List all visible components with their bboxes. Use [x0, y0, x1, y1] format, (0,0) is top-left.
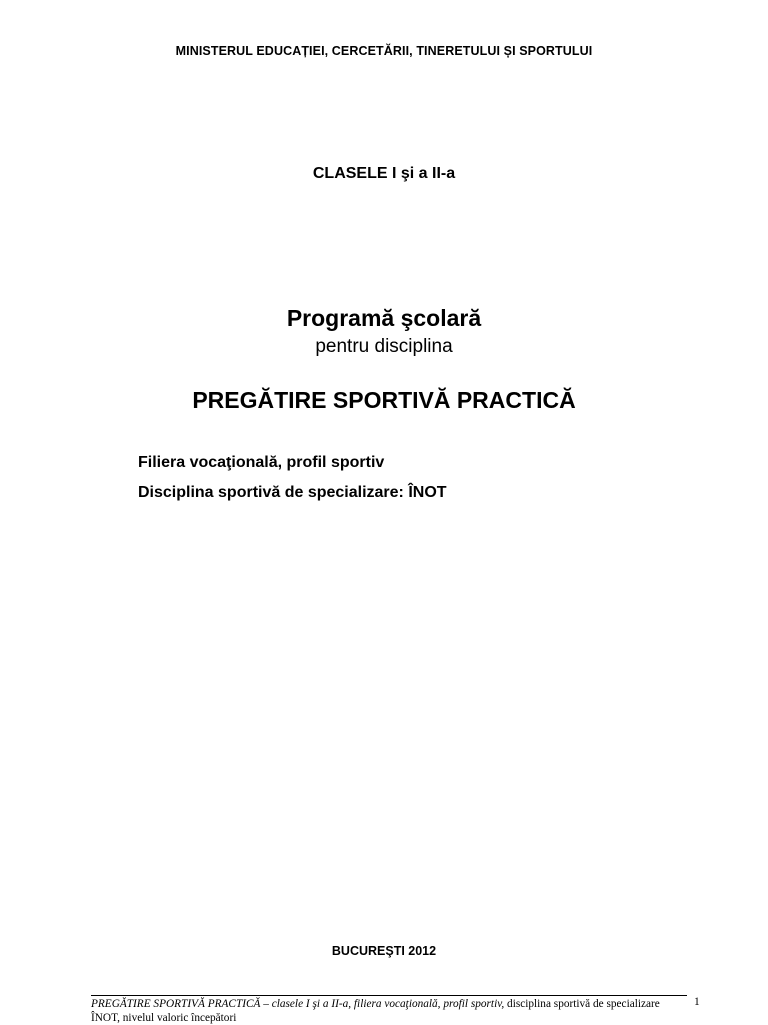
footer-italic-text: PREGĂTIRE SPORTIVĂ PRACTICĂ – clasele I şi a II-a, filiera vocaţională, profil sportiv, [91, 998, 505, 1010]
track-line: Filiera vocaţională, profil sportiv [138, 454, 385, 471]
specialization-line: Disciplina sportivă de specializare: ÎNOT [138, 484, 447, 501]
page-number: 1 [694, 996, 700, 1008]
ministry-header: MINISTERUL EDUCAȚIEI, CERCETĂRII, TINERETULUI ȘI SPORTULUI [175, 44, 593, 58]
grades-label: CLASELE I şi a II-a [312, 165, 456, 182]
page-footer [91, 997, 687, 1025]
discipline-title: PREGĂTIRE SPORTIVĂ PRACTICĂ [192, 387, 576, 413]
program-title: Programă şcolară [286, 305, 482, 331]
footer-divider [91, 995, 687, 996]
place-year: BUCUREŞTI 2012 [331, 944, 437, 958]
footer-normal-text: disciplina sportivă de specializare ÎNOT, nivelul valoric începători [91, 998, 660, 1024]
program-subtitle: pentru disciplina [315, 336, 453, 357]
